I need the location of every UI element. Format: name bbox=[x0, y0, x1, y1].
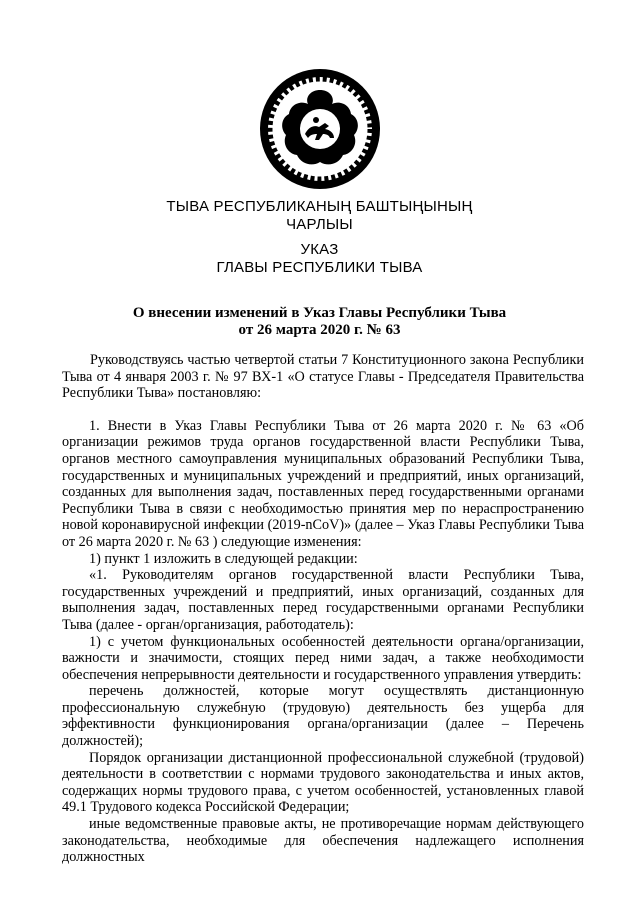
document-body bbox=[62, 352, 584, 866]
paragraph-other-acts: иные ведомственные правовые акты, не противоречащие нормам действующего законодательства, необходимые для обеспечения надлежащего исполнения должностных bbox=[62, 816, 584, 866]
paragraph-item-1: 1. Внести в Указ Главы Республики Тыва от 26 марта 2020 г. № 63 «Об организации режимов труда органов государственной власти Республики Тыва, органов местного самоуправления муниципальных образований Республики Тыва, государственных и муниципальных учреждений и предприятий, иных организаций, созданных для выполнения задач, поставленных перед государственными органами Республики Тыва в связи с необходимостью принятия мер по нераспространению новой коронавирусной инфекции (2019-nCoV)» (далее – Указ Главы Республики Тыва от 26 марта 2020 г. № 63 ) следующие изменения: bbox=[62, 417, 584, 550]
paragraph-subitem-1: 1) пункт 1 изложить в следующей редакции: bbox=[89, 550, 358, 567]
paragraph-positions-list: перечень должностей, которые могут осуществлять дистанционную профессиональную служебную (трудовую) деятельность без ущерба для эффективности функционирования органа/организации (далее – Перечень должностей); bbox=[62, 683, 584, 750]
paragraph-preamble: Руководствуясь частью четвертой статьи 7 Конституционного закона Республики Тыва от 4 января 2003 г. № 97 ВХ-1 «О статусе Главы - Председателя Правительства Республики Тыва» постановляю: bbox=[62, 352, 584, 402]
header-tuvan-line2: ЧАРЛЫЫ bbox=[286, 216, 353, 233]
header-russian-line: ГЛАВЫ РЕСПУБЛИКИ ТЫВА bbox=[216, 259, 423, 276]
tuva-emblem-icon bbox=[259, 68, 381, 190]
header-tuvan-line1: ТЫВА РЕСПУБЛИКАНЫҢ БАШТЫҢЫНЫҢ bbox=[166, 198, 473, 215]
header-decree-word: УКАЗ bbox=[300, 241, 339, 258]
document-title-line2: от 26 марта 2020 г. № 63 bbox=[238, 322, 401, 338]
paragraph-new-wording: «1. Руководителям органов государственной власти Республики Тыва, государственных учреждений и предприятий, иных организаций, созданных для выполнения задач, поставленных перед государственными органами Республики Тыва (далее - орган/организация, работодатель): bbox=[62, 567, 584, 633]
document-title-line1: О внесении изменений в Указ Главы Республики Тыва bbox=[132, 305, 507, 321]
paragraph-remote-work-order: Порядок организации дистанционной профессиональной служебной (трудовой) деятельности в соответствии с нормами трудового законодательства и иных актов, содержащих нормы трудового права, с учетом особенностей, установленных главой 49.1 Трудового кодекса Российской Федерации; bbox=[62, 749, 584, 816]
paragraph-approve: 1) с учетом функциональных особенностей деятельности органа/организации, важности и значимости, стоящих перед ними задач, а также необходимости обеспечения непрерывности деятельности и государственного управления утвердить: bbox=[62, 633, 584, 683]
